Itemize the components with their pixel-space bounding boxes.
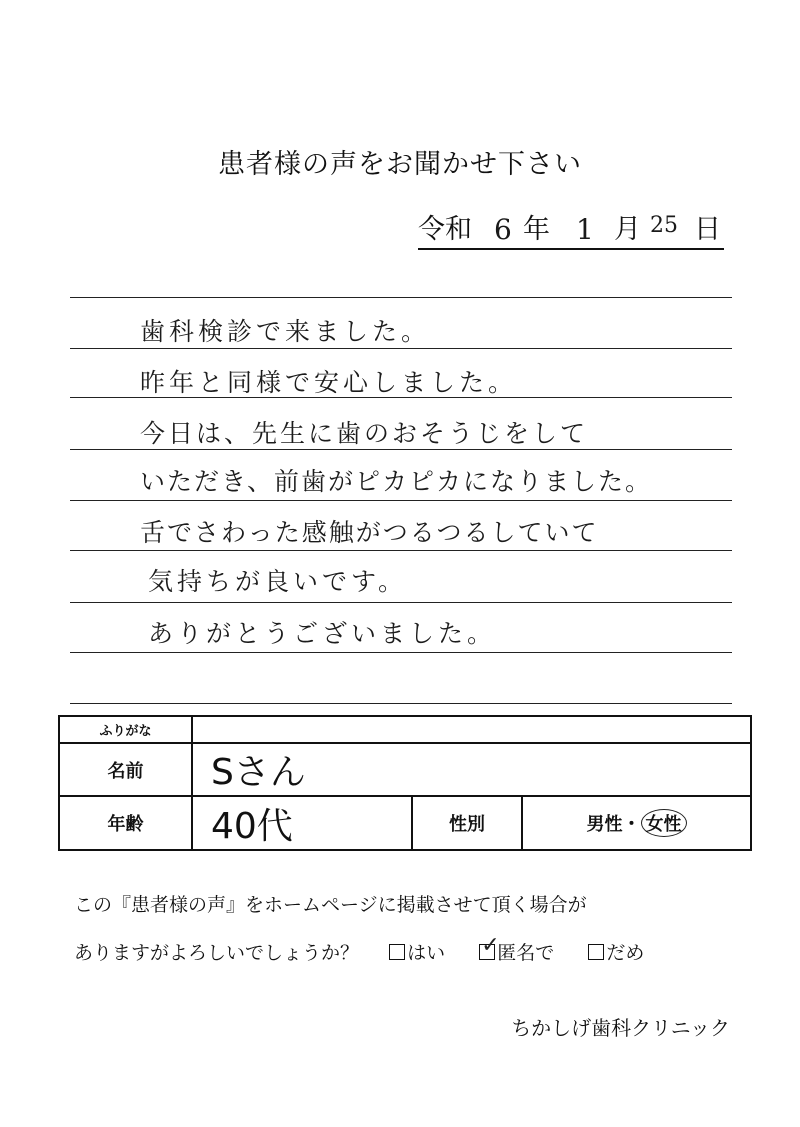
checkbox-icon[interactable] bbox=[389, 944, 405, 960]
checkbox-icon[interactable] bbox=[588, 944, 604, 960]
patient-info-table bbox=[58, 715, 752, 851]
comment-line: 舌でさわった感触がつるつるしていて bbox=[140, 518, 599, 547]
consent-text-line1: この『患者様の声』をホームページに掲載させて頂く場合が bbox=[74, 894, 587, 916]
comment-rule bbox=[70, 550, 732, 551]
gender-options bbox=[522, 796, 751, 850]
furigana-row bbox=[59, 716, 751, 743]
date-day-value: 25 bbox=[650, 213, 678, 238]
consent-text-line2: ありますがよろしいでしょうか？ bbox=[74, 942, 360, 964]
clinic-name: ちかしげ歯科クリニック bbox=[511, 1016, 730, 1040]
comment-line: 今日は、先生に歯のおそうじをして bbox=[140, 419, 589, 448]
date-day-label: 日 bbox=[694, 214, 721, 245]
page-title: 患者様の声をお聞かせ下さい bbox=[218, 149, 582, 180]
date-year-label: 年 bbox=[523, 214, 550, 245]
checkbox-checked-icon[interactable] bbox=[479, 933, 500, 960]
furigana-value bbox=[192, 716, 751, 743]
gender-separator: ・ bbox=[622, 814, 641, 835]
comment-line: 気持ちが良いです。 bbox=[148, 567, 408, 596]
comment-rule bbox=[70, 652, 732, 653]
comment-line: 昨年と同様で安心しました。 bbox=[140, 368, 518, 397]
date-year-value: 6 bbox=[494, 213, 512, 246]
consent-option-anonymous[interactable]: ✓ 匿名で bbox=[481, 933, 555, 964]
consent-option-yes[interactable]: はい bbox=[389, 942, 445, 964]
name-label: 名前 bbox=[59, 743, 192, 796]
age-value: 40代 bbox=[192, 796, 412, 850]
date-era-label: 令和 bbox=[418, 214, 472, 245]
date-month-value: 1 bbox=[576, 213, 594, 246]
comment-rule bbox=[70, 348, 732, 349]
comment-line: 歯科検診で来ました。 bbox=[140, 317, 431, 346]
comment-rule bbox=[70, 602, 732, 603]
age-gender-row bbox=[59, 796, 751, 850]
consent-option-no[interactable]: だめ bbox=[588, 942, 644, 964]
name-row bbox=[59, 743, 751, 796]
comment-rule bbox=[70, 297, 732, 298]
name-value: Sさん bbox=[192, 743, 751, 796]
check-mark-icon: ✓ bbox=[481, 933, 500, 958]
date-month-label: 月 bbox=[614, 214, 641, 245]
comment-rule bbox=[70, 500, 732, 501]
gender-label: 性別 bbox=[412, 796, 522, 850]
gender-option-male: 男性 bbox=[586, 814, 623, 835]
comment-line: ありがとうございました。 bbox=[148, 619, 497, 648]
consent-question-row bbox=[74, 933, 645, 965]
age-label: 年齢 bbox=[59, 796, 192, 850]
gender-option-female: 女性 bbox=[641, 809, 687, 837]
comment-line: いただき、前歯がピカピカになりました。 bbox=[140, 467, 653, 496]
comment-rule bbox=[70, 703, 732, 704]
furigana-label: ふりがな bbox=[59, 716, 192, 743]
